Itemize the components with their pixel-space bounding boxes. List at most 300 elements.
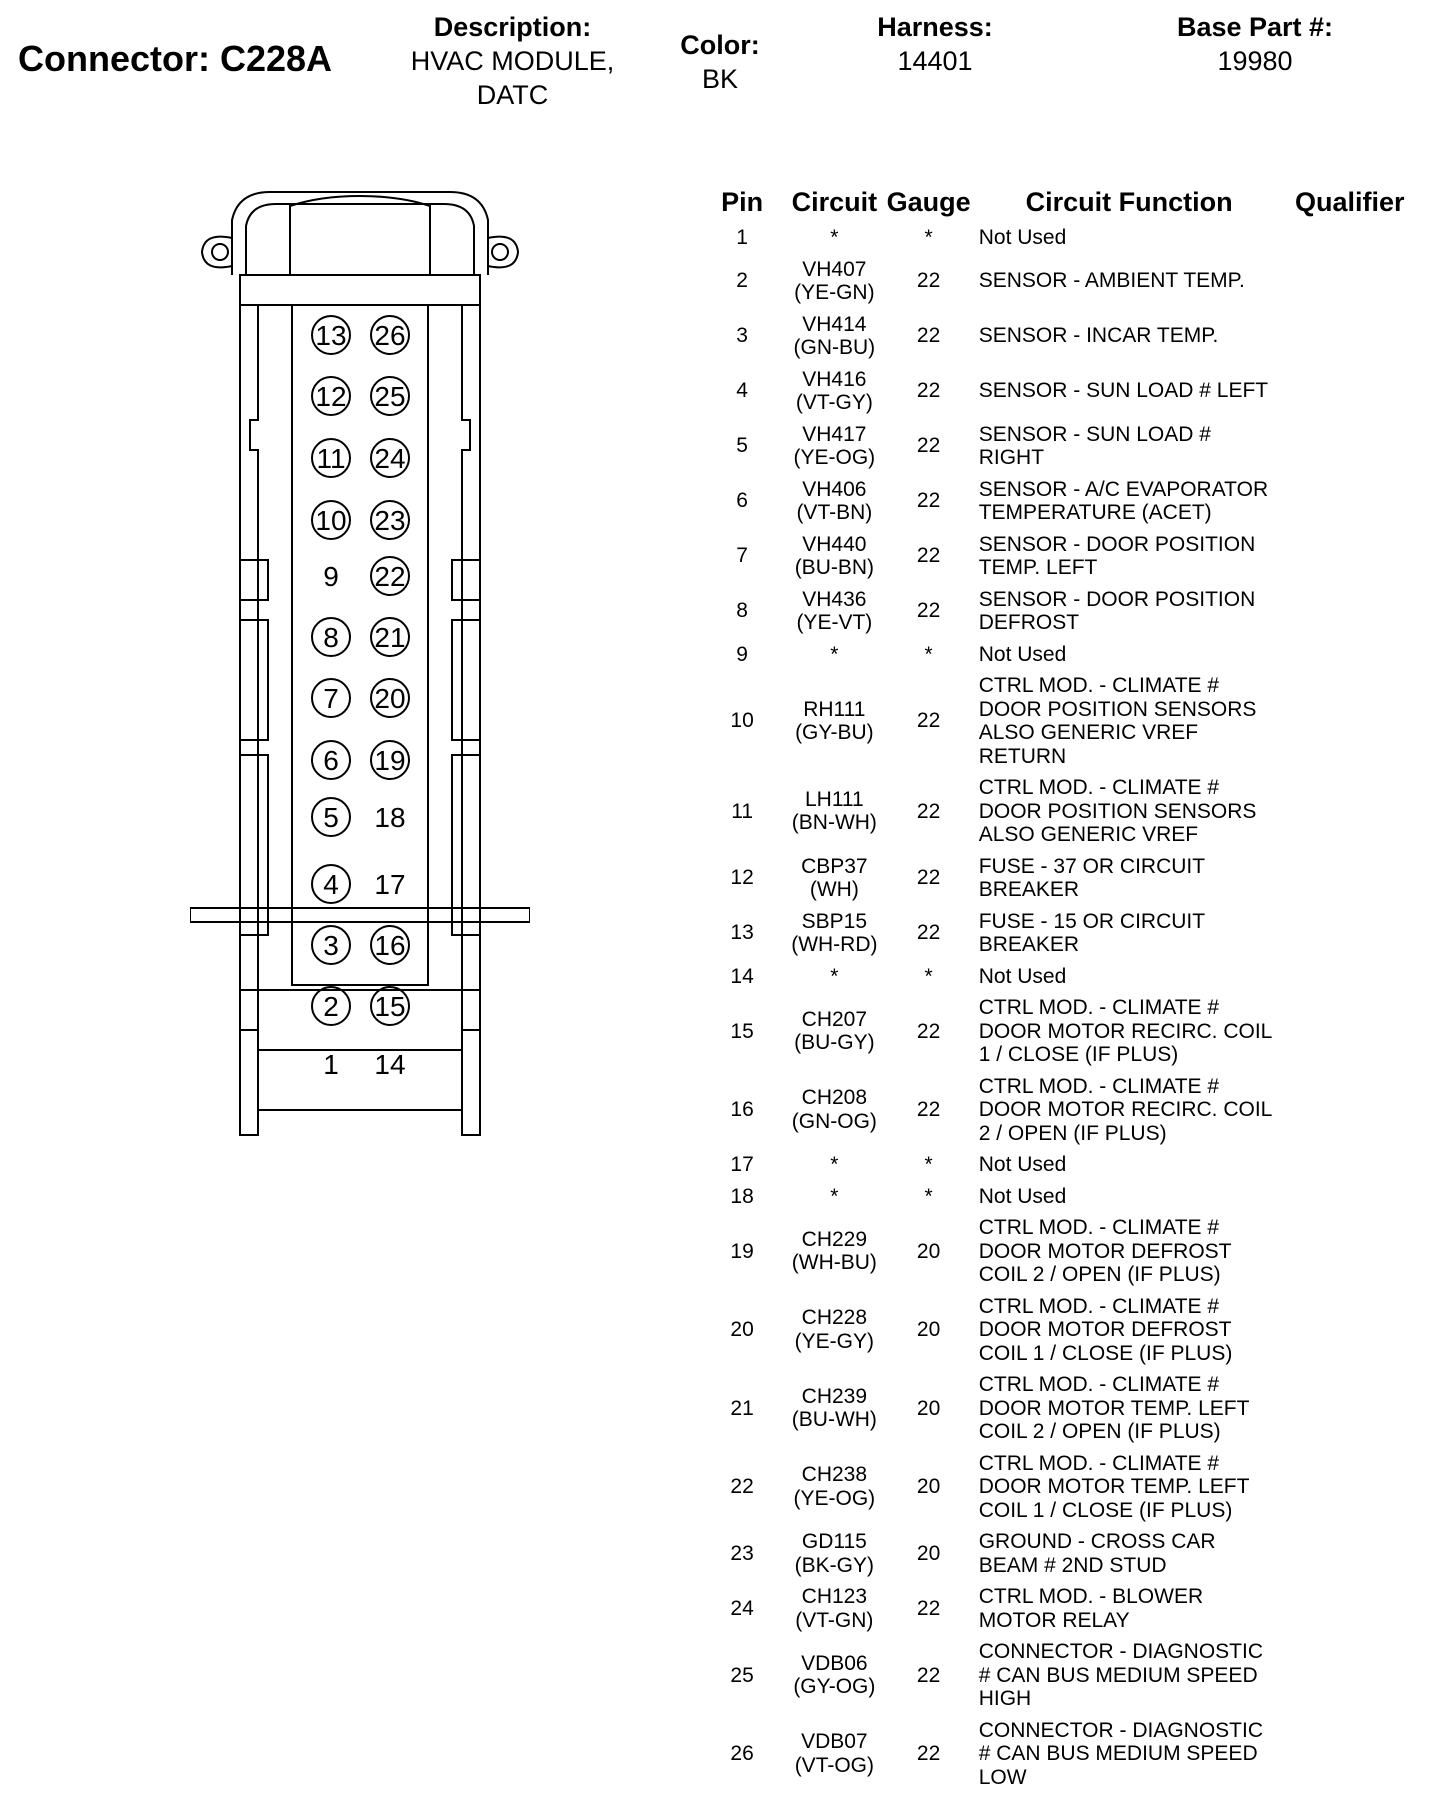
qualifier-cell [1280,906,1420,961]
harness-value: 14401 [897,46,973,76]
gauge-cell: 22 [916,866,941,890]
circuit-line: (GN-OG) [791,1109,877,1133]
base-part-value: 19980 [1217,46,1293,76]
table-row [700,1715,1420,1794]
gauge-cell: 22 [916,434,941,458]
circuit-cell [784,1526,884,1581]
function-line: BEAM # 2ND STUD [978,1553,1167,1577]
circuit-line: VH436 [802,587,867,611]
qualifier-cell [1280,1149,1420,1181]
pin-cavity-label: 25 [374,381,406,412]
gauge-cell: 20 [916,1318,941,1341]
pin-cell: 7 [736,544,748,568]
gauge-cell: 22 [916,599,941,623]
table-row [700,474,1420,529]
gauge-cell: 22 [916,269,941,293]
table-row [700,1212,1420,1291]
function-line: DEFROST [978,611,1080,634]
table-row [700,851,1420,906]
table-row [700,1071,1420,1150]
harness-block [840,10,1030,78]
circuit-cell [784,772,884,851]
table-row [700,992,1420,1071]
col-header-qualifier: Qualifier [1295,187,1405,217]
function-line: FUSE - 15 OR CIRCUIT [978,909,1206,933]
circuit-line: GD115 [801,1530,867,1553]
qualifier-cell [1280,851,1420,906]
circuit-cell [784,419,884,474]
circuit-line: SBP15 [801,909,868,933]
col-header-circuit: Circuit [791,187,878,217]
function-line: DOOR MOTOR RECIRC. COIL [978,1098,1273,1121]
gauge-cell: 20 [916,1475,941,1498]
function-line: COIL 2 / OPEN (IF PLUS) [978,1263,1221,1286]
table-row [700,670,1420,772]
pin-cavity-label: 12 [315,381,347,412]
pin-cavity-label: 20 [374,683,406,714]
function-cell [973,1149,1280,1181]
circuit-line: VH416 [802,367,867,391]
function-line: FUSE - 37 OR CIRCUIT [978,854,1206,878]
circuit-cell [784,222,884,254]
gauge-cell: 22 [916,324,941,348]
gauge-cell: * [924,1184,933,1208]
circuit-line: CH207 [801,1007,868,1031]
circuit-line: (YE-VT) [796,611,873,634]
circuit-cell [784,1448,884,1527]
table-row [700,961,1420,993]
description-label: Description: [433,12,592,42]
circuit-line: (WH-RD) [791,933,878,956]
pin-cavity-label: 16 [374,930,406,961]
qualifier-cell [1280,1291,1420,1370]
function-line: SENSOR - DOOR POSITION [978,532,1256,556]
function-line: BREAKER [978,933,1080,956]
function-line: SENSOR - DOOR POSITION [978,587,1256,611]
circuit-line: (VT-OG) [794,1753,875,1777]
circuit-line: VH414 [802,312,867,336]
pin-cavity-label: 2 [323,991,339,1022]
pin-cavity-label: 23 [374,505,406,536]
circuit-cell [784,584,884,639]
function-line: MOTOR RELAY [978,1608,1130,1632]
function-cell [973,309,1280,364]
pin-cavity-label: 26 [374,320,406,351]
pin-cell: 23 [730,1541,754,1565]
color-value: BK [701,64,739,94]
pin-cell: 14 [730,964,754,988]
pin-cavity-label: 24 [374,443,406,474]
circuit-cell [784,364,884,419]
circuit-line: (VT-BN) [796,501,873,524]
pin-cell: 4 [736,379,748,403]
circuit-line: VDB07 [801,1730,868,1754]
gauge-cell: 22 [916,1596,941,1620]
function-line: TEMP. LEFT [978,556,1098,579]
circuit-cell [784,1636,884,1715]
function-cell [973,772,1280,851]
function-line: DOOR MOTOR TEMP. LEFT [978,1475,1250,1498]
pin-cavity-label: 3 [323,930,339,961]
circuit-line: (BN-WH) [791,811,877,835]
pin-cavity-label: 14 [374,1049,406,1080]
circuit-cell [784,1149,884,1181]
circuit-line: CH229 [801,1227,868,1251]
table-row [700,222,1420,254]
function-cell [973,1581,1280,1636]
description-line: DATC [476,80,549,110]
table-row [700,1636,1420,1715]
function-line: DOOR MOTOR DEFROST [978,1318,1232,1341]
circuit-line: VH440 [802,532,867,556]
pin-rows [700,222,1420,1793]
circuit-cell [784,1181,884,1213]
pin-cavity-label: 19 [374,745,406,776]
pin-cell: 18 [730,1184,754,1208]
circuit-cell [784,961,884,993]
qualifier-cell [1280,1181,1420,1213]
function-line: RETURN [978,744,1067,768]
circuit-line: CBP37 [801,854,868,878]
pin-cell: 8 [736,599,748,623]
qualifier-cell [1280,1715,1420,1794]
function-line: COIL 2 / OPEN (IF PLUS) [978,1420,1221,1443]
table-row [700,1181,1420,1213]
qualifier-cell [1280,1369,1420,1448]
qualifier-cell [1280,1071,1420,1150]
function-line: DOOR POSITION SENSORS [978,697,1257,721]
function-line: CTRL MOD. - CLIMATE # [978,1216,1220,1239]
function-cell [973,364,1280,419]
function-cell [973,222,1280,254]
circuit-line: CH239 [801,1384,868,1408]
circuit-cell [784,1581,884,1636]
pin-cell: 1 [736,226,748,249]
pin-cavity-label: 15 [374,991,406,1022]
pin-cell: 25 [730,1663,754,1687]
function-cell [973,1715,1280,1794]
pin-cell: 26 [730,1742,754,1765]
function-line: 2 / OPEN (IF PLUS) [978,1121,1167,1145]
circuit-cell [784,1071,884,1150]
col-header-gauge: Gauge [886,187,971,217]
pin-cavity-label: 18 [374,802,406,833]
function-line: BREAKER [978,878,1080,901]
gauge-cell: 20 [916,1239,941,1263]
pin-cell: 21 [730,1396,754,1420]
function-cell [973,670,1280,772]
pin-cell: 10 [730,709,754,733]
function-line: LOW [978,1765,1027,1789]
function-cell [973,1526,1280,1581]
qualifier-cell [1280,1526,1420,1581]
circuit-line: (VT-GY) [795,391,873,414]
gauge-cell: 22 [916,921,941,945]
gauge-cell: 20 [916,1396,941,1420]
qualifier-cell [1280,992,1420,1071]
function-line: GROUND - CROSS CAR [978,1530,1216,1553]
circuit-line: CH228 [801,1306,868,1330]
table-row [700,419,1420,474]
circuit-line: * [830,1153,839,1176]
gauge-cell: 20 [916,1541,941,1565]
function-cell [973,1181,1280,1213]
connector-title: Connector: C228A [18,38,333,79]
function-line: ALSO GENERIC VREF [978,721,1199,744]
function-line: CTRL MOD. - CLIMATE # [978,1373,1220,1396]
circuit-cell [784,474,884,529]
pin-cavity-label: 4 [323,869,339,900]
circuit-line: (BK-GY) [794,1553,875,1577]
circuit-cell [784,992,884,1071]
table-row [700,772,1420,851]
pin-cavity-label: 7 [323,683,339,714]
table-row [700,639,1420,671]
function-cell [973,1071,1280,1150]
circuit-line: VH406 [802,477,867,501]
circuit-line: CH208 [801,1086,868,1110]
circuit-line: (YE-OG) [793,1486,876,1510]
pin-grid [312,316,409,1080]
gauge-cell: 22 [916,1742,941,1765]
table-row [700,254,1420,309]
function-line: SENSOR - SUN LOAD # [978,422,1211,446]
qualifier-cell [1280,1448,1420,1527]
circuit-cell [784,851,884,906]
function-cell [973,529,1280,584]
function-cell [973,1636,1280,1715]
pin-cell: 15 [730,1019,754,1043]
qualifier-cell [1280,670,1420,772]
function-cell [973,1212,1280,1291]
qualifier-cell [1280,1581,1420,1636]
pin-cell: 9 [736,642,748,666]
qualifier-cell [1280,364,1420,419]
circuit-line: CH238 [801,1463,868,1487]
gauge-cell: 22 [916,489,941,513]
function-cell [973,1369,1280,1448]
col-header-function: Circuit Function [1025,187,1233,217]
function-line: TEMPERATURE (ACET) [978,501,1212,524]
pin-cavity-label: 1 [323,1049,339,1080]
function-line: SENSOR - A/C EVAPORATOR [978,477,1269,501]
circuit-line: (YE-GY) [794,1329,875,1353]
qualifier-cell [1280,222,1420,254]
pin-cavity-label: 11 [316,443,346,474]
pin-cavity-label: 21 [374,622,406,653]
circuit-line: RH111 [803,697,866,721]
gauge-cell: * [924,1153,933,1176]
function-cell [973,961,1280,993]
col-header-pin: Pin [721,187,764,217]
gauge-cell: 22 [916,1663,941,1687]
pin-cell: 16 [730,1098,754,1121]
function-cell [973,851,1280,906]
circuit-line: VH417 [802,422,867,446]
circuit-line: (GY-BU) [795,721,874,744]
function-line: Not Used [978,1153,1067,1176]
function-cell [973,992,1280,1071]
pin-cavity-label: 8 [323,622,339,653]
function-line: CTRL MOD. - CLIMATE # [978,1294,1220,1318]
qualifier-cell [1280,419,1420,474]
gauge-cell: 22 [916,544,941,568]
pin-cavity-label: 6 [323,745,339,776]
circuit-line: (YE-GN) [794,281,875,304]
circuit-line: LH111 [804,787,864,811]
circuit-line: * [830,226,839,249]
gauge-cell: * [924,226,933,249]
function-line: SENSOR - SUN LOAD # LEFT [978,379,1269,403]
function-line: CTRL MOD. - BLOWER [978,1585,1204,1608]
table-row [700,1448,1420,1527]
base-part-label: Base Part #: [1176,12,1334,42]
function-line: # CAN BUS MEDIUM SPEED [978,1663,1258,1687]
circuit-cell [784,670,884,772]
gauge-cell: * [924,964,933,988]
table-row [700,1291,1420,1370]
circuit-line: (GN-BU) [793,336,876,359]
function-line: CONNECTOR - DIAGNOSTIC [978,1718,1264,1742]
circuit-cell [784,529,884,584]
table-row [700,906,1420,961]
function-cell [973,419,1280,474]
function-line: CTRL MOD. - CLIMATE # [978,1074,1220,1098]
function-line: Not Used [978,1184,1067,1208]
function-cell [973,474,1280,529]
table-row [700,1149,1420,1181]
function-line: CTRL MOD. - CLIMATE # [978,776,1220,799]
circuit-cell [784,1715,884,1794]
circuit-cell [784,1369,884,1448]
pin-cell: 12 [730,866,754,890]
circuit-line: CH123 [801,1585,868,1608]
pin-cavity-label: 5 [323,802,339,833]
function-cell [973,1291,1280,1370]
pin-cell: 22 [730,1475,754,1498]
table-row [700,1369,1420,1448]
pin-cell: 20 [730,1318,754,1341]
pin-cavity-label: 17 [374,869,406,900]
table-row [700,1526,1420,1581]
table-header-row [700,178,1420,222]
circuit-cell [784,906,884,961]
qualifier-cell [1280,254,1420,309]
pin-cavity-label: 22 [374,561,406,592]
pin-cavity-label: 13 [315,320,347,351]
circuit-cell [784,254,884,309]
pin-cavity-label: 10 [315,505,347,536]
qualifier-cell [1280,1636,1420,1715]
function-line: DOOR MOTOR TEMP. LEFT [978,1396,1250,1420]
function-line: ALSO GENERIC VREF [978,823,1199,846]
table-row [700,529,1420,584]
gauge-cell: 22 [916,799,941,823]
circuit-line: (YE-OG) [793,446,876,469]
circuit-line: (BU-WH) [791,1408,877,1432]
qualifier-cell [1280,772,1420,851]
function-line: SENSOR - AMBIENT TEMP. [978,269,1245,293]
function-line: DOOR MOTOR DEFROST [978,1239,1232,1263]
pin-cell: 6 [736,489,748,513]
table-row [700,584,1420,639]
base-part-block [1130,10,1380,78]
pin-cell: 17 [730,1153,754,1176]
gauge-cell: * [924,642,933,666]
gauge-cell: 22 [916,709,941,733]
pin-table [700,178,1420,1793]
connector-diagram [190,180,530,1230]
pin-cell: 5 [736,434,748,458]
function-line: COIL 1 / CLOSE (IF PLUS) [978,1498,1233,1522]
circuit-cell [784,1212,884,1291]
function-line: COIL 1 / CLOSE (IF PLUS) [978,1341,1233,1365]
qualifier-cell [1280,639,1420,671]
gauge-cell: 22 [916,1019,941,1043]
pin-cell: 19 [730,1239,754,1263]
circuit-cell [784,309,884,364]
circuit-cell [784,1291,884,1370]
circuit-line: (BU-GY) [794,1031,875,1055]
pin-cavity-label: 9 [323,561,339,592]
description-line: HVAC MODULE, [410,46,615,76]
pin-cell: 24 [730,1596,754,1620]
circuit-line: (VT-GN) [795,1608,874,1632]
gauge-cell: 22 [916,1098,941,1121]
qualifier-cell [1280,474,1420,529]
circuit-line: VH407 [802,257,867,281]
circuit-line: (GY-OG) [793,1675,876,1699]
function-cell [973,254,1280,309]
pin-cell: 13 [730,921,754,945]
circuit-line: * [830,964,839,988]
function-line: SENSOR - INCAR TEMP. [978,324,1219,348]
table-row [700,364,1420,419]
color-label: Color: [680,30,760,60]
gauge-cell: 22 [916,379,941,403]
description-block [380,10,645,112]
function-line: CTRL MOD. - CLIMATE # [978,1451,1220,1475]
connector-outline [190,192,530,1135]
qualifier-cell [1280,584,1420,639]
table-row [700,1581,1420,1636]
qualifier-cell [1280,1212,1420,1291]
function-cell [973,906,1280,961]
qualifier-cell [1280,309,1420,364]
function-cell [973,584,1280,639]
qualifier-cell [1280,529,1420,584]
circuit-line: VDB06 [801,1651,868,1675]
circuit-line: (BU-BN) [794,556,875,579]
circuit-cell [784,639,884,671]
qualifier-cell [1280,961,1420,993]
function-line: HIGH [978,1687,1032,1710]
function-line: Not Used [978,226,1067,249]
circuit-line: * [830,642,839,666]
color-block [660,28,780,96]
function-line: DOOR MOTOR RECIRC. COIL [978,1019,1273,1043]
circuit-line: (WH-BU) [791,1251,877,1275]
function-line: CTRL MOD. - CLIMATE # [978,996,1220,1019]
function-line: RIGHT [978,446,1045,469]
function-line: CONNECTOR - DIAGNOSTIC [978,1640,1264,1663]
function-line: DOOR POSITION SENSORS [978,799,1257,823]
function-cell [973,639,1280,671]
table-row [700,309,1420,364]
function-line: # CAN BUS MEDIUM SPEED [978,1742,1258,1765]
function-line: 1 / CLOSE (IF PLUS) [978,1043,1179,1066]
circuit-line: (WH) [809,878,859,901]
